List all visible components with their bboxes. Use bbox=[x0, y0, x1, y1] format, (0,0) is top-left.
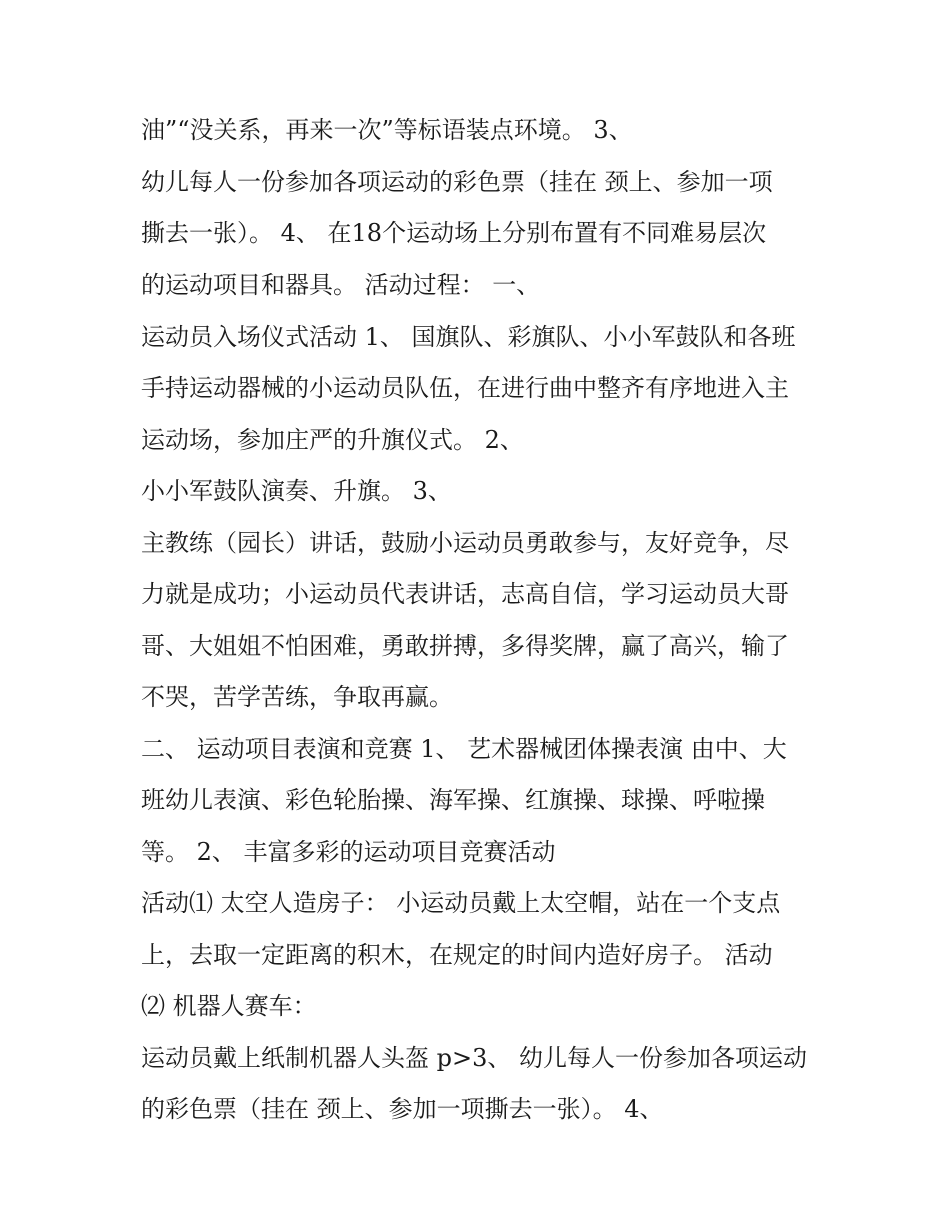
text-line: 等。 2、 丰富多彩的运动项目竞赛活动 bbox=[141, 838, 556, 866]
text-line: 的运动项目和器具。 活动过程： 一、 bbox=[141, 271, 541, 299]
text-line: 手持运动器械的小运动员队伍，在进行曲中整齐有序地进入主 bbox=[141, 374, 789, 402]
text-line: 不哭，苦学苦练，争取再赢。 bbox=[141, 683, 453, 711]
text-line: 班幼儿表演、彩色轮胎操、海军操、红旗操、球操、呼啦操 bbox=[141, 786, 765, 814]
text-line: 活动⑴ 太空人造房子： 小运动员戴上太空帽，站在一个支点 bbox=[141, 889, 781, 917]
text-line: 运动员入场仪式活动 1、 国旗队、彩旗队、小小军鼓队和各班 bbox=[141, 323, 796, 351]
text-line: 小小军鼓队演奏、升旗。 3、 bbox=[141, 477, 452, 505]
text-line: 幼儿每人一份参加各项运动的彩色票（挂在 颈上、参加一项 bbox=[141, 168, 773, 196]
text-line: 运动场，参加庄严的升旗仪式。 2、 bbox=[141, 426, 524, 454]
text-line: 撕去一张）。 4、 在18个运动场上分别布置有不同难易层次 bbox=[141, 219, 767, 247]
text-line: 的彩色票（挂在 颈上、参加一项撕去一张）。 4、 bbox=[141, 1095, 664, 1123]
text-line: 油”“没关系，再来一次”等标语装点环境。 3、 bbox=[141, 116, 633, 144]
text-line: 力就是成功；小运动员代表讲话，志高自信，学习运动员大哥 bbox=[141, 580, 789, 608]
text-line: 运动员戴上纸制机器人头盔 p>3、 幼儿每人一份参加各项运动 bbox=[141, 1044, 807, 1072]
text-line: 上，去取一定距离的积木，在规定的时间内造好房子。 活动 bbox=[141, 941, 773, 969]
text-line: 主教练（园长）讲话，鼓励小运动员勇敢参与，友好竞争，尽 bbox=[141, 529, 789, 557]
text-line: 二、 运动项目表演和竞赛 1、 艺术器械团体操表演 由中、大 bbox=[141, 735, 787, 763]
text-line: ⑵ 机器人赛车： bbox=[141, 992, 317, 1020]
text-line: 哥、大姐姐不怕困难，勇敢拼搏，多得奖牌，赢了高兴，输了 bbox=[141, 632, 789, 660]
